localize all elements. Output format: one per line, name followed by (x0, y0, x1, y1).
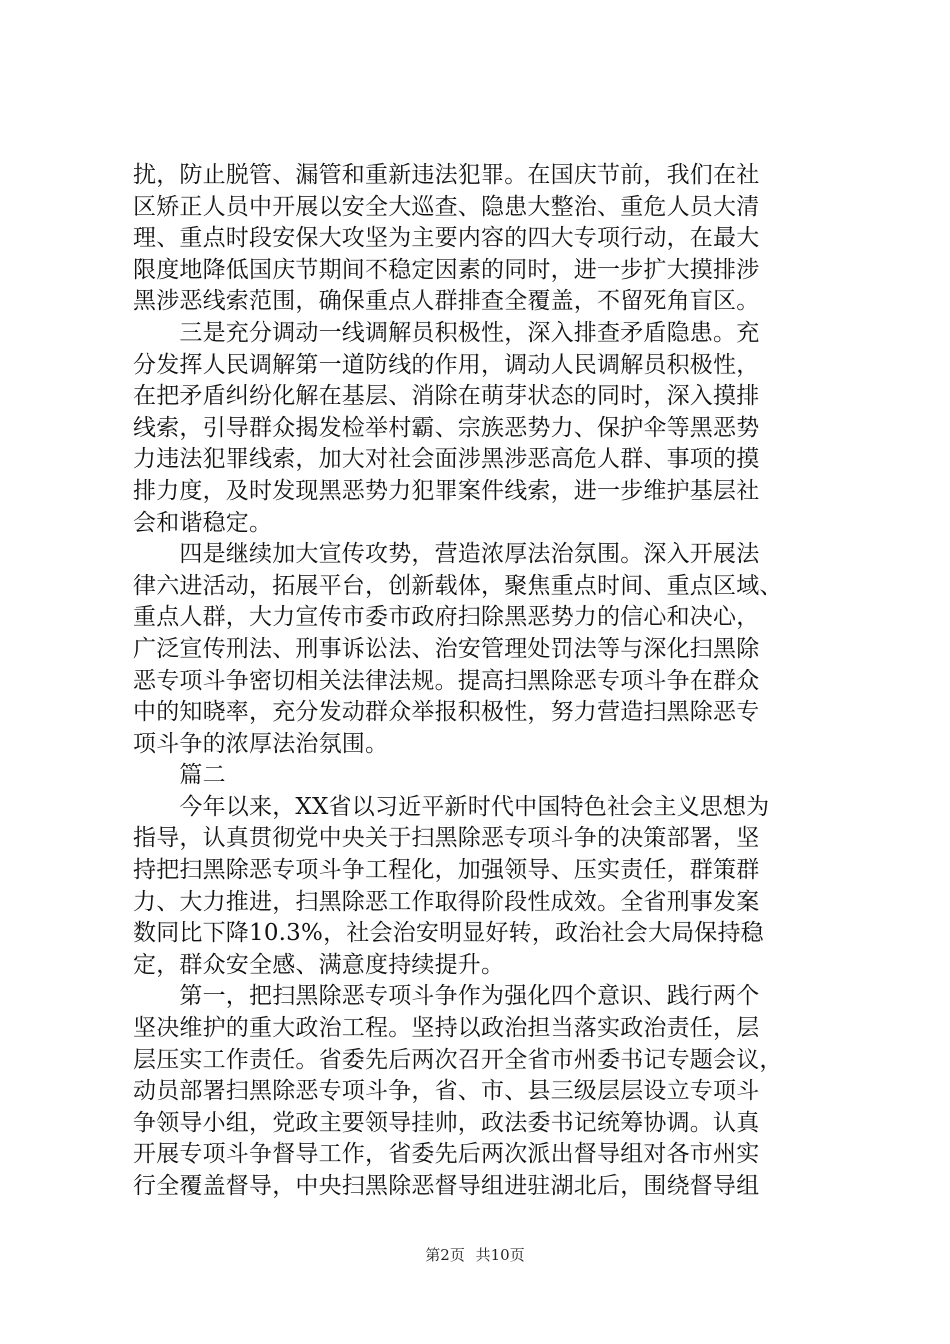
page-number: 第2页 (425, 1246, 465, 1264)
text-line: 定，群众安全感、满意度持续提升。 (133, 951, 505, 978)
text-line: 动员部署扫黑除恶专项斗争，省、市、县三级层层设立专项斗 (133, 1078, 760, 1105)
text-line: 中的知晓率，充分发动群众举报积极性，努力营造扫黑除恶专 (133, 699, 760, 726)
text-line: 开展专项斗争督导工作，省委先后两次派出督导组对各市州实 (133, 1141, 760, 1168)
text-line: 理、重点时段安保大攻坚为主要内容的四大专项行动，在最大 (133, 225, 760, 252)
text-line: 三是充分调动一线调解员积极性，深入排查矛盾隐患。充 (133, 319, 760, 346)
text-line: 持把扫黑除恶专项斗争工程化，加强领导、压实责任，群策群 (133, 857, 760, 884)
text-line: 区矫正人员中开展以安全大巡查、隐患大整治、重危人员大清 (133, 193, 760, 220)
text-line: 律六进活动，拓展平台，创新载体，聚焦重点时间、重点区域、 (133, 572, 783, 599)
text-line: 项斗争的浓厚法治氛围。 (133, 730, 389, 757)
text-line: 篇二 (133, 762, 226, 789)
text-line: 四是继续加大宣传攻势，营造浓厚法治氛围。深入开展法 (133, 541, 760, 568)
text-line: 今年以来，XX省以习近平新时代中国特色社会主义思想为 (133, 793, 770, 820)
text-line: 广泛宣传刑法、刑事诉讼法、治安管理处罚法等与深化扫黑除 (133, 635, 760, 662)
text-line: 指导，认真贯彻党中央关于扫黑除恶专项斗争的决策部署，坚 (133, 825, 760, 852)
text-line: 在把矛盾纠纷化解在基层、消除在萌芽状态的同时，深入摸排 (133, 383, 760, 410)
text-line: 恶专项斗争密切相关法律法规。提高扫黑除恶专项斗争在群众 (133, 667, 760, 694)
text-line: 重点人群，大力宣传市委市政府扫除黑恶势力的信心和决心， (133, 604, 760, 631)
text-line: 力违法犯罪线索，加大对社会面涉黑涉恶高危人群、事项的摸 (133, 446, 760, 473)
page-total: 共10页 (475, 1246, 525, 1264)
text-line: 层压实工作责任。省委先后两次召开全省市州委书记专题会议， (133, 1046, 783, 1073)
text-line: 分发挥人民调解第一道防线的作用，调动人民调解员积极性， (133, 351, 760, 378)
text-line: 线索，引导群众揭发检举村霸、宗族恶势力、保护伞等黑恶势 (133, 414, 760, 441)
text-line: 数同比下降10.3%，社会治安明显好转，政治社会大局保持稳 (133, 920, 764, 947)
text-line: 行全覆盖督导，中央扫黑除恶督导组进驻湖北后，围绕督导组 (133, 1173, 760, 1199)
text-line: 限度地降低国庆节期间不稳定因素的同时，进一步扩大摸排涉 (133, 256, 760, 283)
text-line: 扰，防止脱管、漏管和重新违法犯罪。在国庆节前，我们在社 (133, 162, 760, 188)
page-footer (0, 1244, 950, 1265)
text-line: 力、大力推进，扫黑除恶工作取得阶段性成效。全省刑事发案 (133, 888, 760, 915)
text-line: 黑涉恶线索范围，确保重点人群排查全覆盖，不留死角盲区。 (133, 288, 760, 315)
text-line: 坚决维护的重大政治工程。坚持以政治担当落实政治责任，层 (133, 1015, 760, 1042)
text-line: 会和谐稳定。 (133, 509, 273, 536)
text-line: 排力度，及时发现黑恶势力犯罪案件线索，进一步维护基层社 (133, 477, 760, 504)
document-body (133, 160, 833, 1203)
text-line: 争领导小组，党政主要领导挂帅，政法委书记统筹协调。认真 (133, 1109, 760, 1136)
text-line: 第一，把扫黑除恶专项斗争作为强化四个意识、践行两个 (133, 983, 760, 1010)
